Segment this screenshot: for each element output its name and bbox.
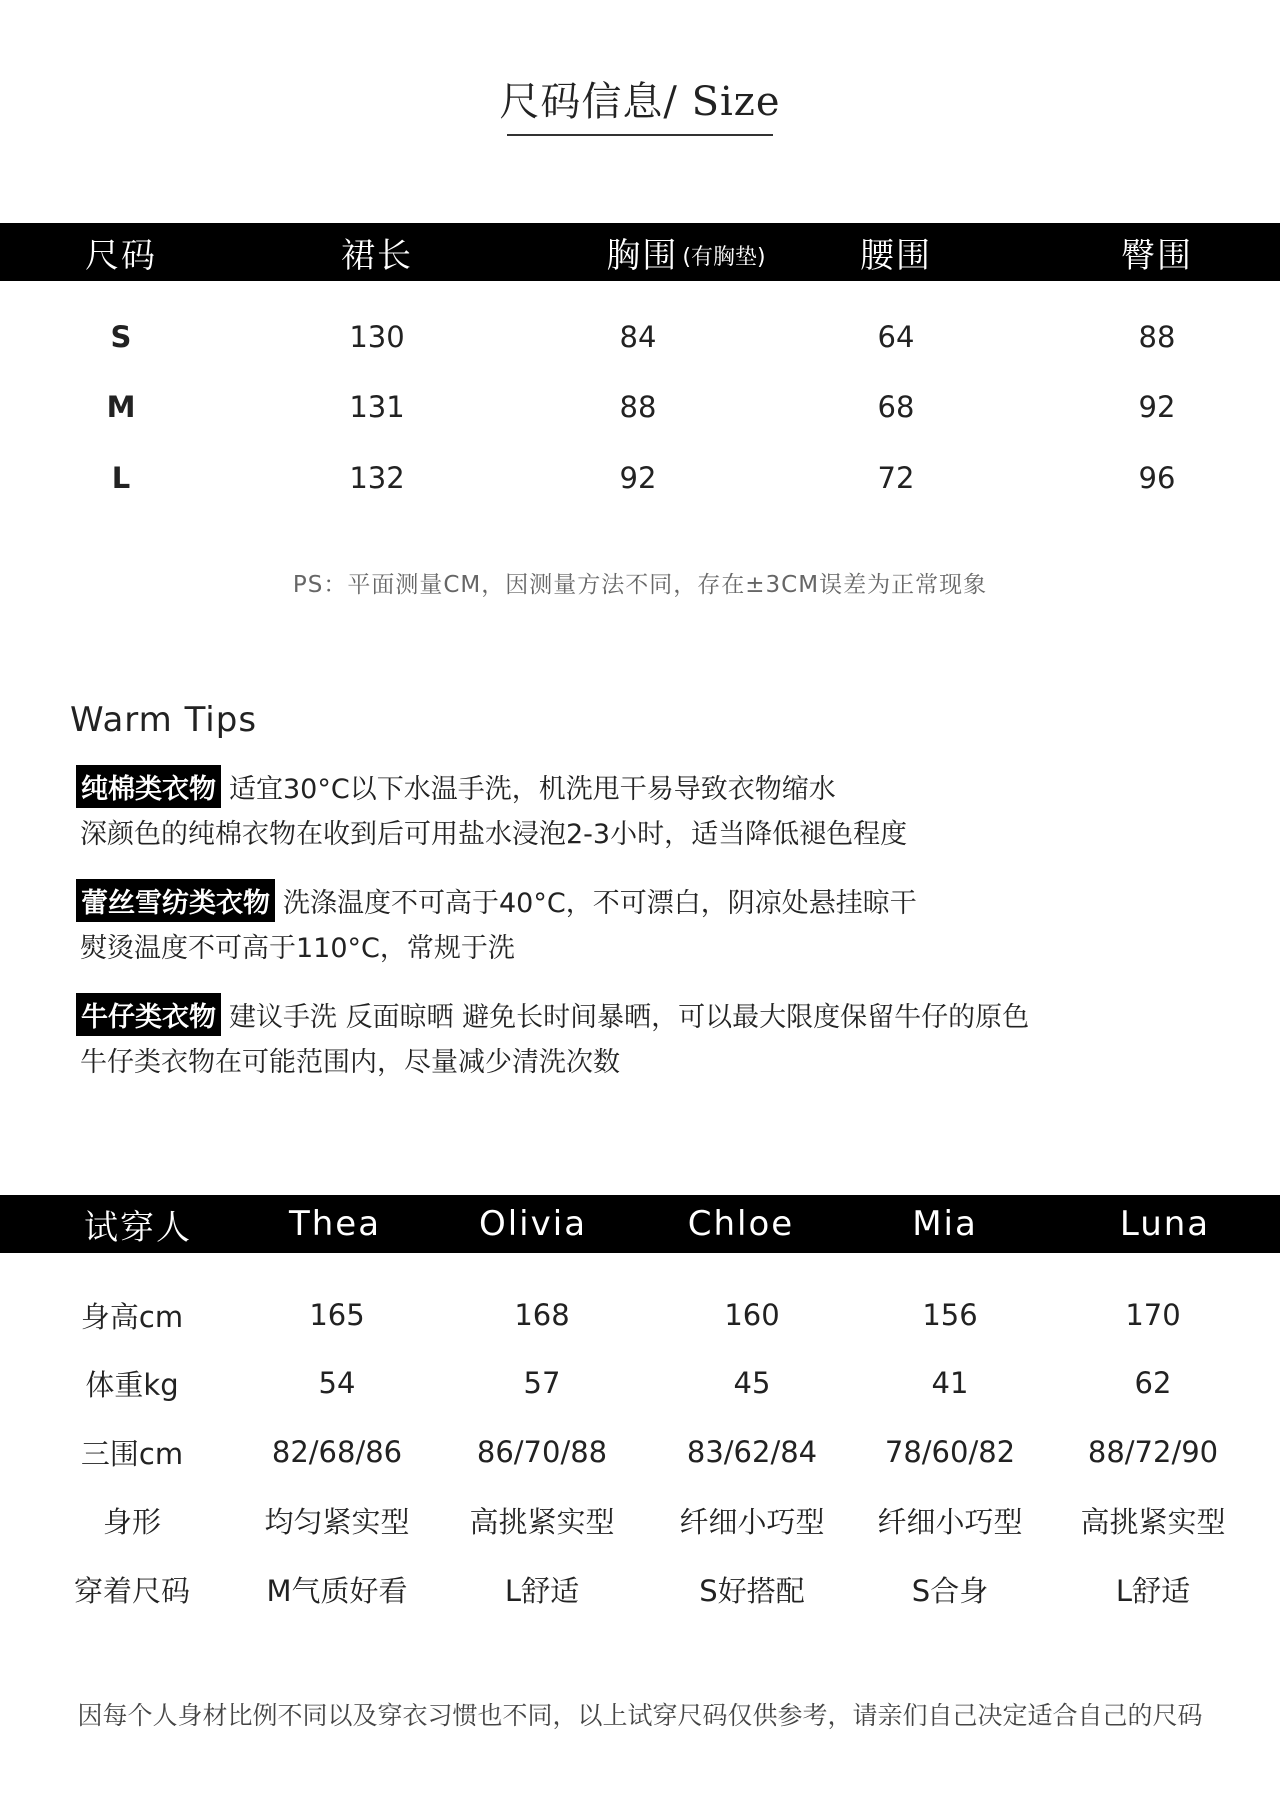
model-row: [0, 1495, 1280, 1545]
bust-cell: 84: [619, 320, 657, 354]
size-row: [0, 312, 1280, 362]
header-bust: [606, 223, 765, 281]
model-cell: 57: [523, 1366, 561, 1400]
row-label: 三围cm: [80, 1436, 184, 1471]
model-cell: 170: [1125, 1298, 1181, 1332]
hip-cell: 88: [1138, 320, 1176, 354]
model-cell: 均匀紧实型: [264, 1504, 410, 1539]
waist-cell: 68: [877, 390, 915, 424]
row-label: 身形: [102, 1504, 162, 1539]
model-cell: L舒适: [504, 1573, 580, 1608]
size-row: [0, 382, 1280, 432]
model-cell: S好搭配: [699, 1573, 805, 1608]
tip-text: 建议手洗 反面晾晒 避免长时间暴晒，可以最大限度保留牛仔的原色: [229, 1002, 1030, 1033]
model-cell: L舒适: [1115, 1573, 1191, 1608]
tip-line: [80, 926, 515, 965]
length-cell: 130: [349, 320, 405, 354]
model-cell: M气质好看: [266, 1573, 408, 1608]
tip-text: 深颜色的纯棉衣物在收到后可用盐水浸泡2-3小时，适当降低褪色程度: [80, 819, 908, 850]
tip-line: [76, 993, 1029, 1036]
header-mia: Mia: [912, 1204, 978, 1244]
model-cell: 88/72/90: [1087, 1435, 1219, 1469]
bust-cell: 92: [619, 461, 657, 495]
title-underline: [507, 134, 773, 136]
model-cell: 54: [318, 1366, 356, 1400]
tip-line: [76, 765, 836, 808]
header-bust-label: 胸围: [606, 235, 679, 276]
model-cell: 41: [931, 1366, 969, 1400]
bust-cell: 88: [619, 390, 657, 424]
tip-line: [76, 879, 917, 922]
model-cell: 160: [724, 1298, 780, 1332]
disclaimer-note: 因每个人身材比例不同以及穿衣习惯也不同，以上试穿尺码仅供参考，请亲们自己决定适合自己的尺码: [77, 1701, 1203, 1730]
model-cell: 纤细小巧型: [679, 1504, 825, 1539]
tips-title: Warm Tips: [70, 700, 258, 740]
header-olivia: Olivia: [478, 1204, 588, 1244]
row-label: 体重kg: [85, 1367, 179, 1402]
header-model: 试穿人: [84, 1207, 192, 1248]
model-cell: 156: [922, 1298, 978, 1332]
header-hip: 臀围: [1121, 235, 1193, 276]
model-cell: 高挑紧实型: [469, 1504, 615, 1539]
waist-cell: 72: [877, 461, 915, 495]
header-thea: Thea: [288, 1204, 382, 1244]
model-row: [0, 1427, 1280, 1477]
size-row: [0, 453, 1280, 503]
model-cell: 高挑紧实型: [1080, 1504, 1226, 1539]
size-cell: S: [110, 320, 132, 354]
size-table-header: [0, 223, 1280, 281]
model-row: [0, 1290, 1280, 1340]
tip-text: 牛仔类衣物在可能范围内，尽量减少清洗次数: [80, 1047, 620, 1078]
tip-text: 熨烫温度不可高于110°C，常规于洗: [80, 933, 515, 964]
model-cell: 78/60/82: [884, 1435, 1016, 1469]
page-title: 尺码信息/ Size: [499, 79, 781, 125]
model-table-header: [0, 1195, 1280, 1253]
header-bust-note: (有胸垫): [682, 244, 766, 270]
header-size: 尺码: [85, 235, 157, 276]
tip-line: [80, 812, 907, 851]
model-cell: 86/70/88: [476, 1435, 608, 1469]
model-cell: 83/62/84: [686, 1435, 818, 1469]
header-luna: Luna: [1119, 1204, 1211, 1244]
model-row: [0, 1358, 1280, 1408]
model-cell: 82/68/86: [271, 1435, 403, 1469]
model-cell: S合身: [911, 1573, 989, 1608]
header-chloe: Chloe: [687, 1204, 795, 1244]
header-length: 裙长: [341, 235, 413, 276]
tip-text: 洗涤温度不可高于40°C，不可漂白，阴凉处悬挂晾干: [283, 888, 917, 919]
waist-cell: 64: [877, 320, 915, 354]
tip-tag: 蕾丝雪纺类衣物: [76, 879, 275, 922]
tip-tag: 牛仔类衣物: [76, 993, 221, 1036]
hip-cell: 92: [1138, 390, 1176, 424]
length-cell: 132: [349, 461, 405, 495]
model-cell: 165: [309, 1298, 365, 1332]
header-waist: 腰围: [860, 235, 932, 276]
tip-text: 适宜30°C以下水温手洗，机洗甩干易导致衣物缩水: [229, 774, 836, 805]
model-cell: 纤细小巧型: [877, 1504, 1023, 1539]
model-row: [0, 1564, 1280, 1614]
hip-cell: 96: [1138, 461, 1176, 495]
size-cell: L: [111, 461, 131, 495]
model-cell: 62: [1134, 1366, 1172, 1400]
measurement-note: PS：平面测量CM，因测量方法不同，存在±3CM误差为正常现象: [292, 572, 988, 598]
tip-line: [80, 1040, 620, 1079]
size-cell: M: [106, 390, 136, 424]
model-cell: 168: [514, 1298, 570, 1332]
tip-tag: 纯棉类衣物: [76, 765, 221, 808]
row-label: 穿着尺码: [73, 1573, 191, 1608]
row-label: 身高cm: [80, 1299, 184, 1334]
length-cell: 131: [349, 390, 405, 424]
model-cell: 45: [733, 1366, 771, 1400]
